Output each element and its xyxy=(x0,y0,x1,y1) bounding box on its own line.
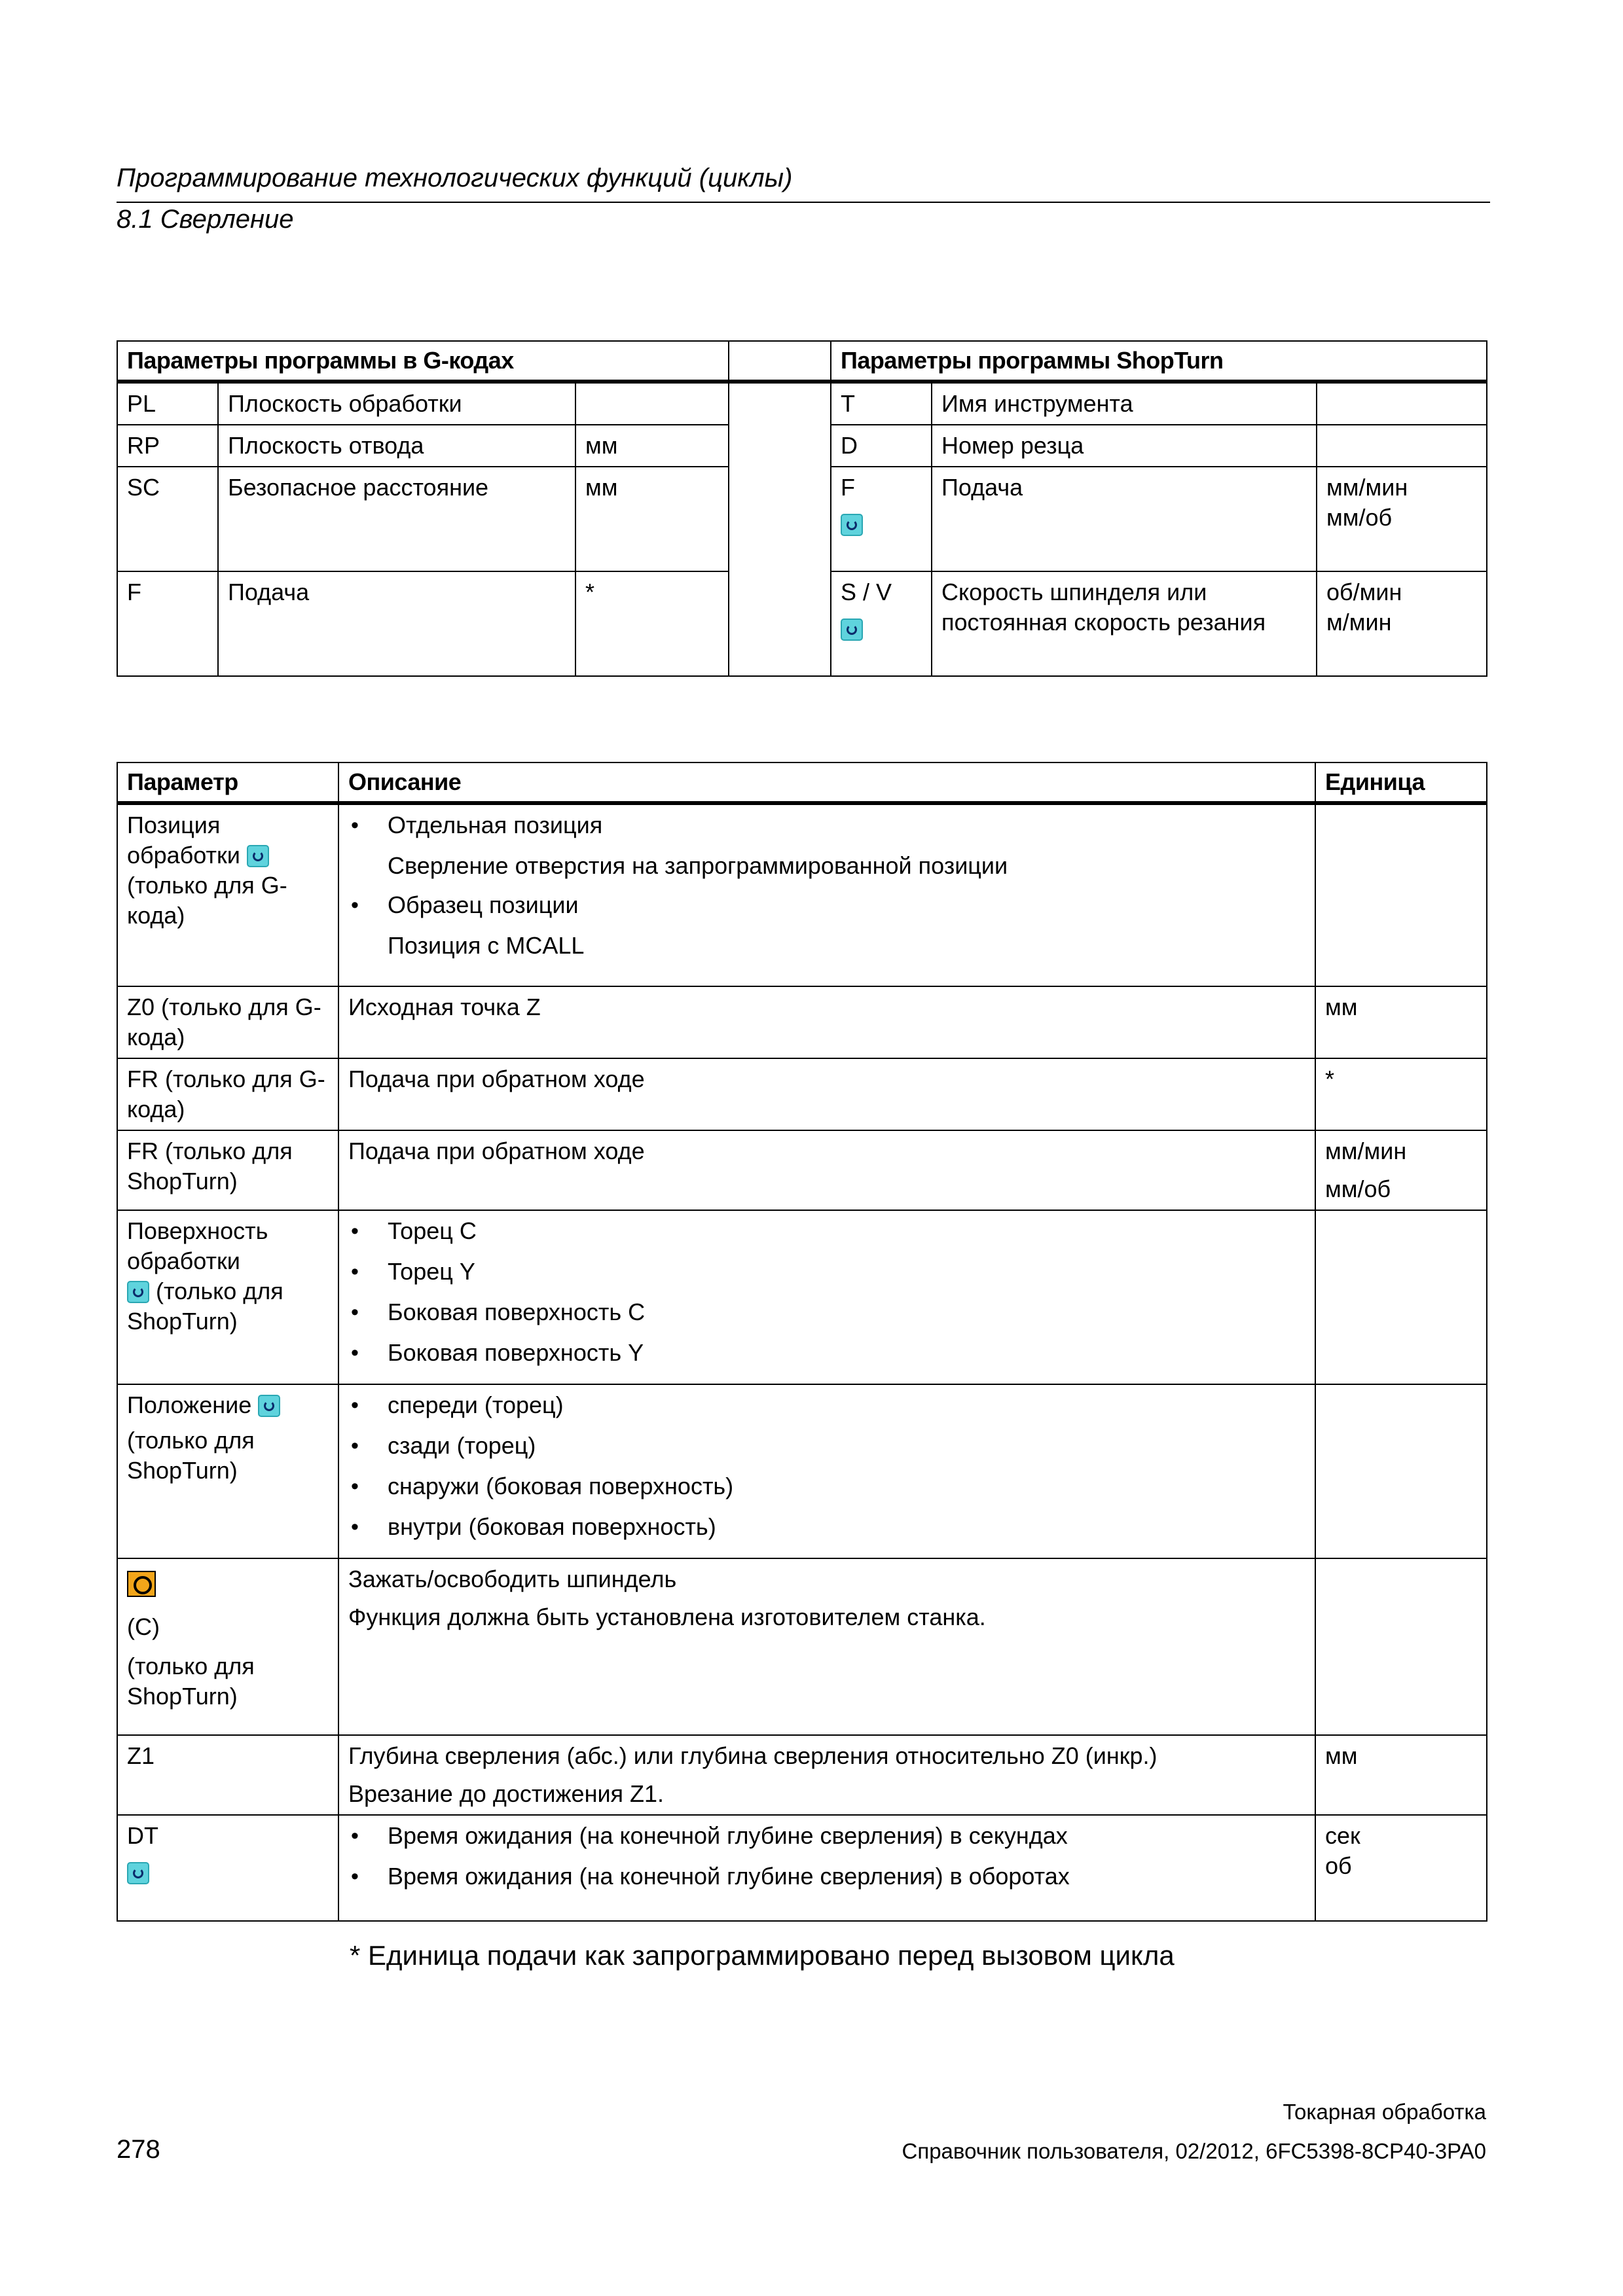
list-item: • Время ожидания (на конечной глубине сверления) в секундах xyxy=(348,1821,1305,1851)
table-row xyxy=(117,803,1487,986)
list-item: • Образец позиции xyxy=(348,890,1305,920)
param-desc: Плоскость отвода xyxy=(218,425,575,467)
param-desc: Плоскость обработки xyxy=(218,382,575,425)
param-qualifier: (только для ShopTurn) xyxy=(127,1653,255,1710)
param-code: PL xyxy=(117,382,218,425)
param-name: Положение xyxy=(127,1391,252,1418)
table-row xyxy=(117,1130,1487,1210)
param-qualifier: (только для ShopTurn) xyxy=(127,1427,255,1484)
param-name: Поверхность обработки xyxy=(127,1217,268,1274)
param-unit-cell xyxy=(1317,467,1487,571)
param-desc: Исходная точка Z xyxy=(338,986,1315,1058)
footnote: * Единица подачи как запрограммировано перед вызовом цикла xyxy=(350,1940,1175,1971)
spindle-clamp-icon xyxy=(127,1571,156,1597)
param-desc: Скорость шпинделя или постоянная скорость резания xyxy=(932,571,1317,676)
table-row xyxy=(117,382,1487,425)
running-header-title: Программирование технологических функций (циклы) xyxy=(117,164,793,192)
param-cell xyxy=(117,1384,338,1558)
table-row xyxy=(117,1815,1487,1921)
param-code: RP xyxy=(117,425,218,467)
param-code: T xyxy=(831,382,932,425)
list-item-detail: Сверление отверстия на запрограммированной позиции xyxy=(388,852,1008,879)
param-unit xyxy=(1317,425,1487,467)
param-name: Z1 xyxy=(117,1735,338,1815)
param-unit xyxy=(1317,382,1487,425)
param-unit-cell xyxy=(1317,571,1487,676)
unit-cell xyxy=(1315,1558,1487,1735)
table-row xyxy=(117,1558,1487,1735)
param-desc: Зажать/освободить шпиндель xyxy=(348,1566,677,1592)
table-row xyxy=(117,1735,1487,1815)
table-row xyxy=(117,1058,1487,1130)
param-unit: мм xyxy=(575,425,729,467)
param-code-cell xyxy=(831,571,932,676)
param-code: S / V xyxy=(841,579,892,605)
spindle-symbol: (C) xyxy=(127,1613,160,1640)
param-desc: Безопасное расстояние xyxy=(218,467,575,571)
param-unit: м/мин xyxy=(1326,609,1392,636)
param-name: Позиция обработки xyxy=(127,812,240,869)
spacer-header xyxy=(729,341,831,382)
desc-cell xyxy=(338,1558,1315,1735)
desc-cell xyxy=(338,1815,1315,1921)
list-item: • снаружи (боковая поверхность) xyxy=(348,1471,1305,1501)
param-qualifier: (только для ShopTurn) xyxy=(127,1278,283,1335)
param-desc-note: Функция должна быть установлена изготовителем станка. xyxy=(348,1604,986,1630)
toggle-select-icon xyxy=(247,845,269,867)
toggle-select-icon xyxy=(841,619,863,641)
toggle-select-icon xyxy=(258,1395,280,1417)
unit-cell xyxy=(1315,1210,1487,1384)
list-item: • спереди (торец) xyxy=(348,1390,1305,1420)
desc-cell xyxy=(338,1735,1315,1815)
param-unit: мм/об xyxy=(1326,504,1393,531)
col-header-desc: Описание xyxy=(338,762,1315,803)
param-code-cell xyxy=(831,467,932,571)
param-desc: Глубина сверления (абс.) или глубина сверления относительно Z0 (инкр.) xyxy=(348,1742,1158,1769)
param-code: SC xyxy=(117,467,218,571)
param-name: FR (только для ShopTurn) xyxy=(117,1130,338,1210)
param-desc: Подача xyxy=(218,571,575,676)
program-parameters-table xyxy=(117,340,1487,677)
gcode-params-header: Параметры программы в G-кодах xyxy=(117,341,729,382)
param-name: FR (только для G-кода) xyxy=(117,1058,338,1130)
unit-cell: мм xyxy=(1315,986,1487,1058)
table-row xyxy=(117,986,1487,1058)
param-name: DT xyxy=(127,1822,158,1849)
list-item: • внутри (боковая поверхность) xyxy=(348,1512,1305,1542)
col-header-param: Параметр xyxy=(117,762,338,803)
running-header-section: 8.1 Сверление xyxy=(117,205,294,234)
list-item-detail: Позиция с MCALL xyxy=(388,932,585,959)
list-item: • Время ожидания (на конечной глубине сверления) в оборотах xyxy=(348,1861,1305,1892)
param-qualifier: (только для G-кода) xyxy=(127,872,287,929)
param-unit: мм xyxy=(575,467,729,571)
param-unit: мм/мин xyxy=(1325,1138,1407,1164)
param-unit: сек xyxy=(1325,1822,1360,1849)
unit-cell xyxy=(1315,803,1487,986)
shopturn-params-header: Параметры программы ShopTurn xyxy=(831,341,1487,382)
header-divider xyxy=(117,202,1490,203)
param-desc: Подача при обратном ходе xyxy=(338,1058,1315,1130)
param-desc: Имя инструмента xyxy=(932,382,1317,425)
unit-cell xyxy=(1315,1130,1487,1210)
param-code: F xyxy=(841,474,856,501)
desc-cell xyxy=(338,1384,1315,1558)
list-item: • Боковая поверхность C xyxy=(348,1297,1305,1327)
param-cell xyxy=(117,1815,338,1921)
toggle-select-icon xyxy=(841,514,863,536)
param-unit: мм/мин xyxy=(1326,474,1408,501)
param-unit: мм/об xyxy=(1325,1175,1391,1202)
param-cell xyxy=(117,1558,338,1735)
param-desc: Подача при обратном ходе xyxy=(338,1130,1315,1210)
param-cell xyxy=(117,1210,338,1384)
param-cell xyxy=(117,803,338,986)
table-row xyxy=(117,1210,1487,1384)
param-unit xyxy=(575,382,729,425)
param-name: Z0 (только для G-кода) xyxy=(117,986,338,1058)
unit-cell: * xyxy=(1315,1058,1487,1130)
list-item: • Торец C xyxy=(348,1216,1305,1246)
param-code: D xyxy=(831,425,932,467)
spacer-column xyxy=(729,382,831,676)
list-item: • сзади (торец) xyxy=(348,1431,1305,1461)
unit-cell: мм xyxy=(1315,1735,1487,1815)
list-item: • Торец Y xyxy=(348,1257,1305,1287)
list-item: • Отдельная позиция xyxy=(348,810,1305,840)
unit-cell xyxy=(1315,1384,1487,1558)
param-code: F xyxy=(117,571,218,676)
footer-book-title: Токарная обработка xyxy=(1283,2100,1486,2124)
param-unit: об/мин xyxy=(1326,579,1402,605)
parameter-description-table xyxy=(117,762,1487,1922)
desc-cell xyxy=(338,803,1315,986)
toggle-select-icon xyxy=(127,1862,149,1884)
unit-cell xyxy=(1315,1815,1487,1921)
footer-reference: Справочник пользователя, 02/2012, 6FC5398-8CP40-3PA0 xyxy=(902,2139,1486,2163)
page-number: 278 xyxy=(117,2135,160,2164)
col-header-unit: Единица xyxy=(1315,762,1487,803)
toggle-select-icon xyxy=(127,1281,149,1303)
table-row xyxy=(117,1384,1487,1558)
param-unit: об xyxy=(1325,1852,1352,1879)
list-item: • Боковая поверхность Y xyxy=(348,1338,1305,1368)
param-unit: * xyxy=(575,571,729,676)
param-desc-note: Врезание до достижения Z1. xyxy=(348,1780,665,1807)
param-desc: Номер резца xyxy=(932,425,1317,467)
desc-cell xyxy=(338,1210,1315,1384)
param-desc: Подача xyxy=(932,467,1317,571)
